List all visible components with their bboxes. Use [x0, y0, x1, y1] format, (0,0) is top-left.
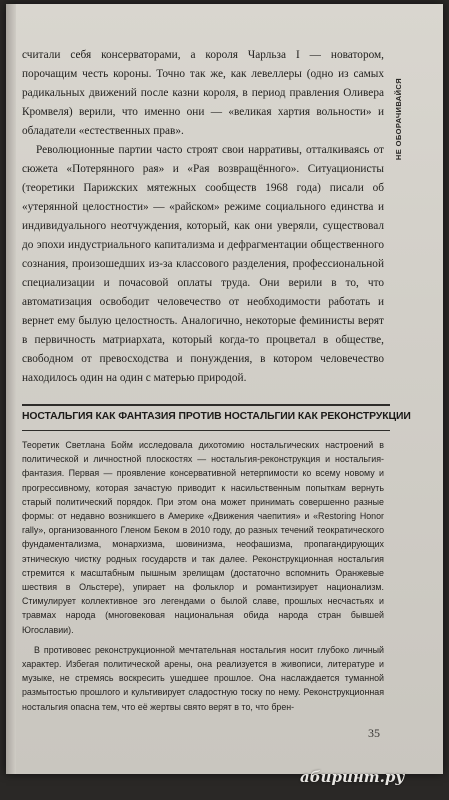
sidebar-text-block: [22, 438, 384, 720]
running-head-label: НЕ ОБОРАЧИВАЙСЯ: [393, 77, 403, 161]
sidebar-section-title: НОСТАЛЬГИЯ КАК ФАНТАЗИЯ ПРОТИВ НОСТАЛЬГИИ КАК РЕКОНСТРУКЦИИ: [22, 411, 411, 422]
page-number: 35: [368, 726, 380, 740]
running-head-tab: [391, 72, 405, 166]
sidebar-paragraph-2: В противовес реконструкционной мечтательная ностальгия носит глубоко личный характер. Избегая политической арены, она реализуется в живописи, литературе и музыке, не стремясь воскресить ушедшее прошлое. Она наслаждается туманной размытостью прошлого и культивирует сладостную тоску по нему. Реконструкционная ностальгия опасна тем, что её жертвы свято верят в то, что брен-: [22, 644, 384, 712]
section-rule-top: [22, 404, 390, 406]
page-gutter: [6, 4, 16, 774]
section-rule-bottom: [22, 430, 390, 431]
main-paragraph-1: считали себя консерваторами, а короля Чарльза I — новатором, порочащим честь короны. Точно так же, как левеллеры (одно из самых радикальных движений после казни короля, в период правления Оливера Кромвеля) верили, что именно они — «великая хартия вольности» и обладатели «естественных прав».: [22, 49, 384, 137]
main-text-block: [22, 46, 384, 388]
sidebar-paragraph-1: Теоретик Светлана Бойм исследовала дихотомию ностальгических настроений в политической и личностной плоскостях — ностальгия-реконструкция и ностальгия-фантазия. Первая — проявление консервативной нетерпимости ко всему новому и прогрессивному, которая зачастую приводит к насильственным попыткам вернуть старый политический порядок. При этом она может принимать совершенно разные формы: от недавно возникшего в Америке «Движения чаепития» и «Restoring Honor rally», организованного Гленом Беком в 2010 году, до разных течений теократического фундаментализма, монархизма, шовинизма, неофашизма, пропагандирующих этническую чистку родных государств и так далее. Реконструкционная ностальгия стремится к масштабным пышным зрелищам (достаточно вспомнить Оранжевые шествия в Ольстере), упирает на фольклор и романтизирует национализм. Стимулирует коллективное эго легендами о былой славе, прошлых несчастьях и травмах народа (многовековая национальная обида народа стран бывшей Югославии).: [22, 440, 384, 635]
main-paragraph-2: Революционные партии часто строят свои нарративы, отталкиваясь от сюжета «Потерянного рая» и «Рая возвращённого». Ситуационисты (теоретики Парижских мятежных сообществ 1968 года) писали об «утерянной целостности» — «райском» режиме социального единства и индивидуального неотчуждения, который, как они уверяли, существовал до эпохи индустриального капитализма и дефрагментации общественного сознания, произошедших из-за классового разделения, профессиональной специализации и почасовой оплаты труда. Они верили в то, что автоматизация освободит человечество от необходимости работать и вернет ему былую целостность. Аналогично, некоторые феминисты верят в первичность матриархата, который когда-то процветал в обществе, свободном от превосходства и понуждения, в котором человечество находилось один на один с матерью природой.: [22, 144, 384, 384]
watermark: абиринт.ру: [300, 768, 405, 786]
